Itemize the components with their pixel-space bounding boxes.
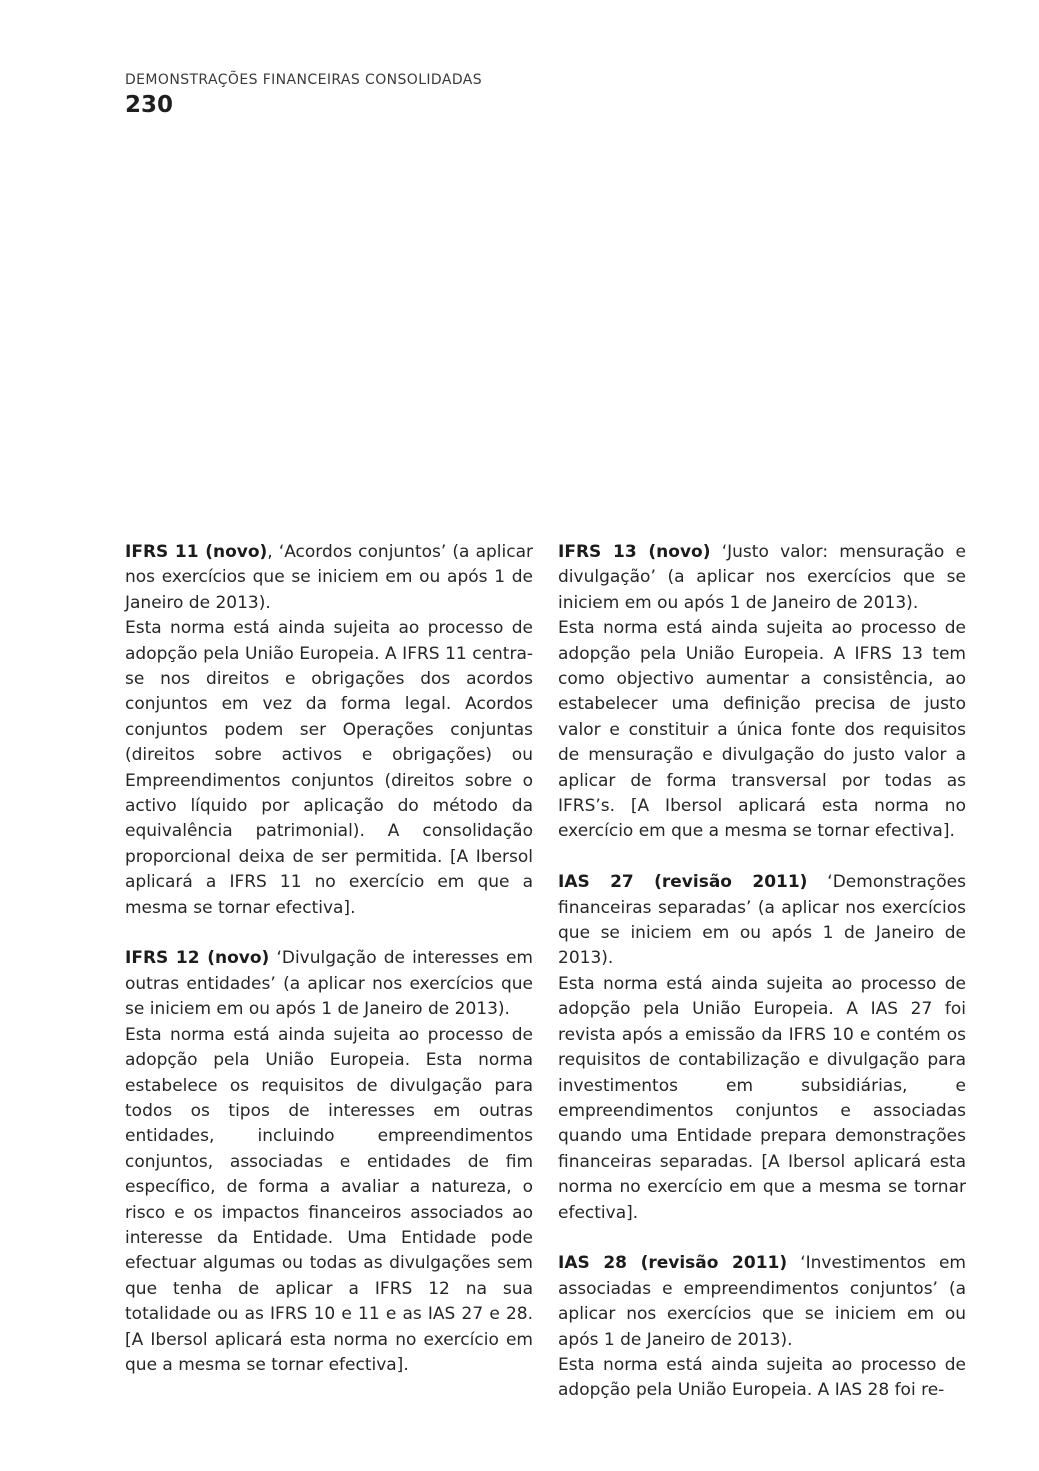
entry-ifrs-13 [558,540,966,845]
entry-intro-text: ‘Divulgação de interesses em outras entidades’ (a aplicar nos exercícios que se iniciem em ou após 1 de Janeiro de 2013). [125,948,533,1020]
page-number: 230 [125,92,174,118]
entry-ias-27 [558,870,966,1226]
entry-ifrs-11 [125,540,533,921]
entry-intro [558,870,966,972]
entry-heading: IFRS 11 (novo) [125,542,268,562]
entry-heading: IFRS 13 (novo) [558,542,711,562]
page-header [125,70,482,120]
entry-intro-text: , ‘Acordos conjuntos’ (a aplicar nos exercícios que se iniciem em ou após 1 de Janeiro de 2013). [125,542,533,613]
entry-intro [125,540,533,616]
entry-heading: IAS 28 (revisão 2011) [558,1253,788,1274]
entry-intro-text: ‘Investimentos em associadas e empreendimentos conjuntos’ (a aplicar nos exercícios que se iniciem em ou após 1 de Janeiro de 2013). [558,1253,966,1350]
entry-body: Esta norma está ainda sujeita ao processo de adopção pela União Europeia. A IFRS 11 centra-se nos direitos e obrigações dos acordos conjuntos em vez da forma legal. Acordos conjuntos podem ser Operações conjuntas (direitos sobre activos e obrigações) ou Empreendimentos conjuntos (direitos sobre o activo líquido por aplicação do método da equivalência patrimonial). A consolidação proporcional deixa de ser permitida. [A Ibersol aplicará a IFRS 11 no exercício em que a mesma se tornar efectiva]. [125,618,533,918]
entry-body: Esta norma está ainda sujeita ao processo de adopção pela União Europeia. A IAS 28 foi re- [558,1354,966,1401]
entry-ifrs-12 [125,946,533,1378]
entry-heading: IAS 27 (revisão 2011) [558,872,808,893]
entry-body: Esta norma está ainda sujeita ao processo de adopção pela União Europeia. A IAS 27 foi revista após a emissão da IFRS 10 e contém os requisitos de contabilização e divulgação para investimentos em subsidiárias, e empreendimentos conjuntos e associadas quando uma Entidade prepara demonstrações financeiras separadas. [A Ibersol aplicará esta norma no exercício em que a mesma se tornar efectiva]. [558,973,966,1223]
right-column [558,540,966,1429]
entry-intro [558,540,966,616]
entry-ias-28 [558,1251,966,1403]
entry-intro [125,946,533,1022]
entry-heading: IFRS 12 (novo) [125,948,270,969]
entry-body: Esta norma está ainda sujeita ao processo de adopção pela União Europeia. Esta norma estabelece os requisitos de divulgação para todos os tipos de interesses em outras entidades, incluindo empreendimentos conjuntos, associadas e entidades de fim específico, de forma a avaliar a natureza, o risco e os impactos financeiros associados ao interesse da Entidade. Uma Entidade pode efectuar algumas ou todas as divulgações sem que tenha de aplicar a IFRS 12 na sua totalidade ou as IFRS 10 e 11 e as IAS 27 e 28. [A Ibersol aplicará esta norma no exercício em que a mesma se tornar efectiva]. [125,1024,533,1375]
entry-intro-text: ‘Justo valor: mensuração e divulgação’ (a aplicar nos exercícios que se iniciem em ou após 1 de Janeiro de 2013). [558,542,966,613]
entry-intro [558,1251,966,1353]
entry-body: Esta norma está ainda sujeita ao processo de adopção pela União Europeia. A IFRS 13 tem como objectivo aumentar a consistência, ao estabelecer uma definição precisa de justo valor e constituir a única fonte dos requisitos de mensuração e divulgação do justo valor a aplicar de forma transversal por todas as IFRS’s. [A Ibersol aplicará esta norma no exercício em que a mesma se tornar efectiva]. [558,618,966,842]
section-title: DEMONSTRAÇÕES FINANCEIRAS CONSOLIDADAS [125,72,483,88]
entry-intro-text: ‘Demonstrações financeiras separadas’ (a aplicar nos exercícios que se iniciem em ou após 1 de Janeiro de 2013). [558,872,966,969]
left-column [125,540,533,1404]
